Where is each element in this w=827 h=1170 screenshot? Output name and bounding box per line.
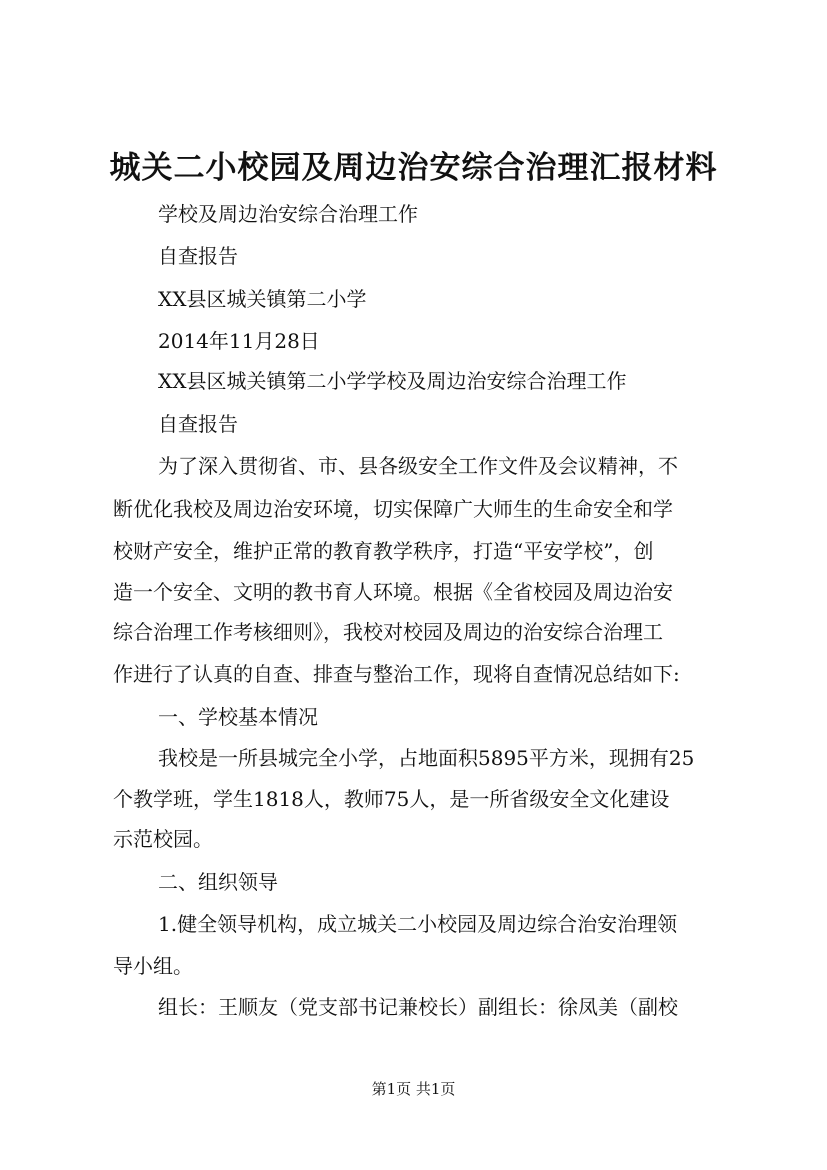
paragraph-line: 导小组。 — [113, 954, 193, 978]
paragraph-line: 综合治理工作考核细则》，我校对校园及周边的治安综合治理工 — [113, 620, 663, 644]
school-name-line: XX县区城关镇第二小学 — [158, 287, 367, 311]
page-footer: 第1页 共1页 — [371, 1080, 456, 1098]
report-heading-line: XX县区城关镇第二小学学校及周边治安综合治理工作 — [158, 369, 627, 393]
date-line: 2014年11月28日 — [158, 329, 320, 353]
paragraph-line: 组长：王顺友（党支部书记兼校长）副组长：徐凤美（副校 — [158, 995, 678, 1019]
subtitle-line: 学校及周边治安综合治理工作 — [158, 202, 418, 226]
section-heading: 一、学校基本情况 — [158, 705, 318, 729]
paragraph-line: 个教学班，学生1818人，教师75人，是一所省级安全文化建设 — [113, 787, 670, 811]
section-heading: 二、组织领导 — [158, 870, 278, 894]
paragraph-line: 断优化我校及周边治安环境，切实保障广大师生的生命安全和学 — [113, 497, 673, 521]
subtitle-line: 自查报告 — [158, 244, 238, 268]
paragraph-line: 1.健全领导机构，成立城关二小校园及周边综合治安治理领 — [158, 912, 678, 936]
paragraph-line: 作进行了认真的自查、排查与整治工作，现将自查情况总结如下: — [113, 662, 680, 686]
paragraph-line: 造一个安全、文明的教书育人环境。根据《全省校园及周边治安 — [113, 580, 673, 604]
report-heading-line: 自查报告 — [158, 412, 238, 436]
paragraph-line: 校财产安全，维护正常的教育教学秩序，打造“平安学校”，创 — [113, 539, 654, 563]
document-title: 城关二小校园及周边治安综合治理汇报材料 — [109, 150, 718, 186]
paragraph-line: 我校是一所县城完全小学，占地面积5895平方米，现拥有25 — [158, 746, 695, 770]
paragraph-line: 为了深入贯彻省、市、县各级安全工作文件及会议精神，不 — [158, 454, 678, 478]
paragraph-line: 示范校园。 — [113, 827, 213, 851]
